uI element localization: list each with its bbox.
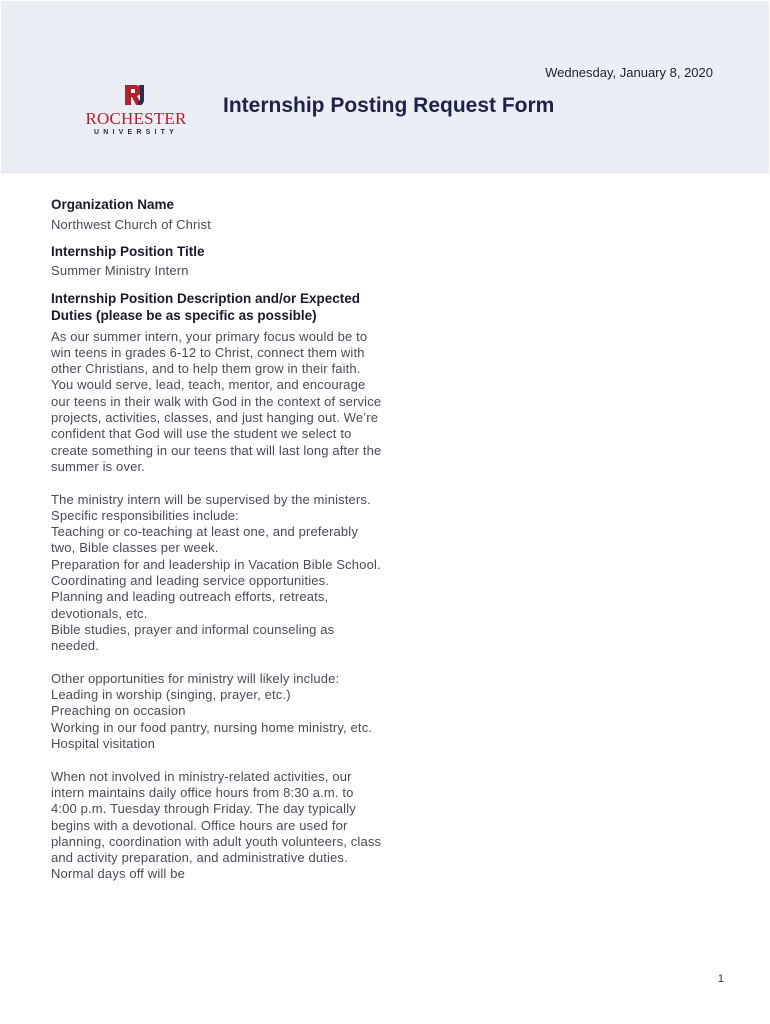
- opportunity-item: Preaching on occasion: [51, 703, 186, 719]
- responsibility-item: Planning and leading outreach efforts, retreats, devotionals, etc.: [51, 589, 329, 621]
- form-content: [51, 196, 383, 899]
- logo-subtitle: UNIVERSITY: [93, 129, 178, 136]
- position-title-label: Internship Position Title: [51, 243, 205, 259]
- opportunities-block: [51, 671, 383, 752]
- responsibility-item: Bible studies, prayer and informal counseling as needed.: [51, 621, 335, 654]
- description-label: Internship Position Description and/or Expected Duties (please be as specific as possible): [51, 290, 361, 324]
- responsibility-item: Coordinating and leading service opportunities.: [51, 573, 330, 589]
- responsibilities-block: [51, 492, 383, 655]
- office-hours-paragraph: When not involved in ministry-related activities, our intern maintains daily office hours from 8:30 a.m. to 4:00 p.m. Tuesday through Friday. The day typically begins with a devotional. Office hours are used for planning, coordination with adult youth volunteers, class and activity preparation, and administrative duties. Normal days off will be: [51, 768, 382, 882]
- org-name-label: Organization Name: [51, 197, 175, 212]
- description-paragraph-intro: As our summer intern, your primary focus would be to win teens in grades 6-12 to Christ, connect them with other Christians, and to help them grow in their faith. You would serve, lead, teach, mentor, and encourage our teens in their walk with God in the context of service projects, activities, classes, and just hanging out. We’re confident that God will use the student we select to create something in our teens that will last long after the summer is over.: [51, 328, 382, 474]
- logo-mark-icon: [122, 83, 146, 107]
- responsibility-item: Preparation for and leadership in Vacation Bible School.: [51, 556, 381, 572]
- opportunity-item: Hospital visitation: [51, 736, 156, 752]
- responsibilities-intro: The ministry intern will be supervised by the ministers. Specific responsibilities include:: [51, 491, 371, 523]
- responsibility-item: Teaching or co-teaching at least one, and preferably two, Bible classes per week.: [51, 524, 358, 556]
- page-header: [1, 1, 769, 173]
- header-date: Wednesday, January 8, 2020: [545, 65, 713, 80]
- form-title: Internship Posting Request Form: [223, 94, 555, 117]
- page-number: 1: [717, 973, 724, 985]
- opportunity-item: Leading in worship (singing, prayer, etc.): [51, 687, 291, 703]
- position-title-value: Summer Ministry Intern: [51, 263, 189, 279]
- university-logo: [77, 83, 195, 139]
- logo-wordmark: ROCHESTER: [85, 109, 187, 128]
- description-body: [51, 329, 383, 883]
- opportunity-item: Working in our food pantry, nursing home ministry, etc.: [51, 719, 373, 735]
- opportunities-intro: Other opportunities for ministry will likely include:: [51, 670, 340, 686]
- org-name-value: Northwest Church of Christ: [51, 216, 211, 232]
